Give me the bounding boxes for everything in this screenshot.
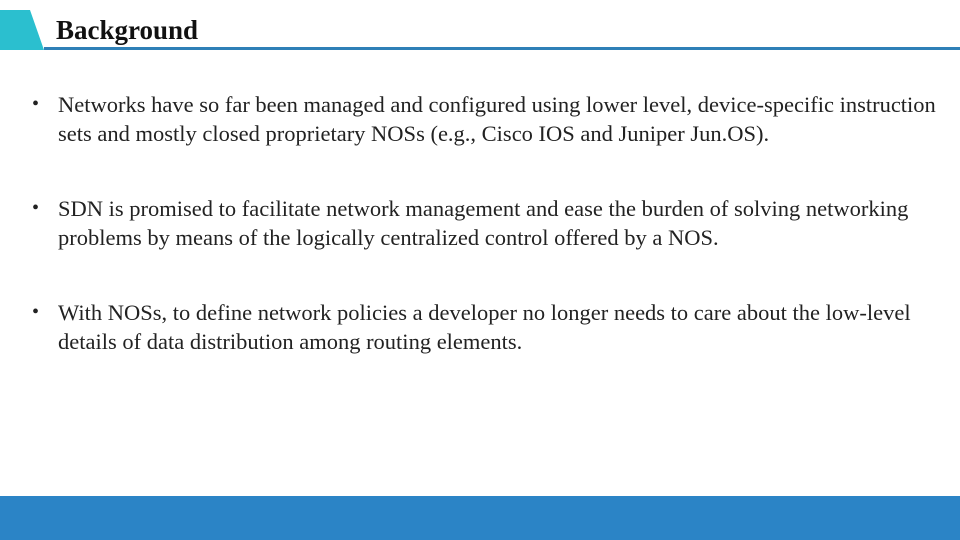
bullet-marker: • xyxy=(32,301,40,323)
bullet-text: With NOSs, to define network policies a developer no longer needs to care about the low-level details of data distribution among routing elements. xyxy=(58,300,911,354)
slide-title: Background xyxy=(56,15,199,45)
bullet-item xyxy=(32,90,937,148)
bullet-item xyxy=(32,298,937,356)
title-corner-accent xyxy=(0,10,44,50)
bullet-item xyxy=(32,194,937,252)
bullet-marker: • xyxy=(32,93,40,115)
bullet-marker: • xyxy=(32,197,40,219)
bullet-text: Networks have so far been managed and configured using lower level, device-specific instruction sets and mostly closed proprietary NOSs (e.g., Cisco IOS and Juniper Jun.OS). xyxy=(58,92,936,146)
bullet-text: SDN is promised to facilitate network management and ease the burden of solving networking problems by means of the logically centralized control offered by a NOS. xyxy=(58,196,909,250)
bullet-list xyxy=(32,90,937,356)
footer-band xyxy=(0,496,960,540)
title-underline xyxy=(44,47,960,50)
